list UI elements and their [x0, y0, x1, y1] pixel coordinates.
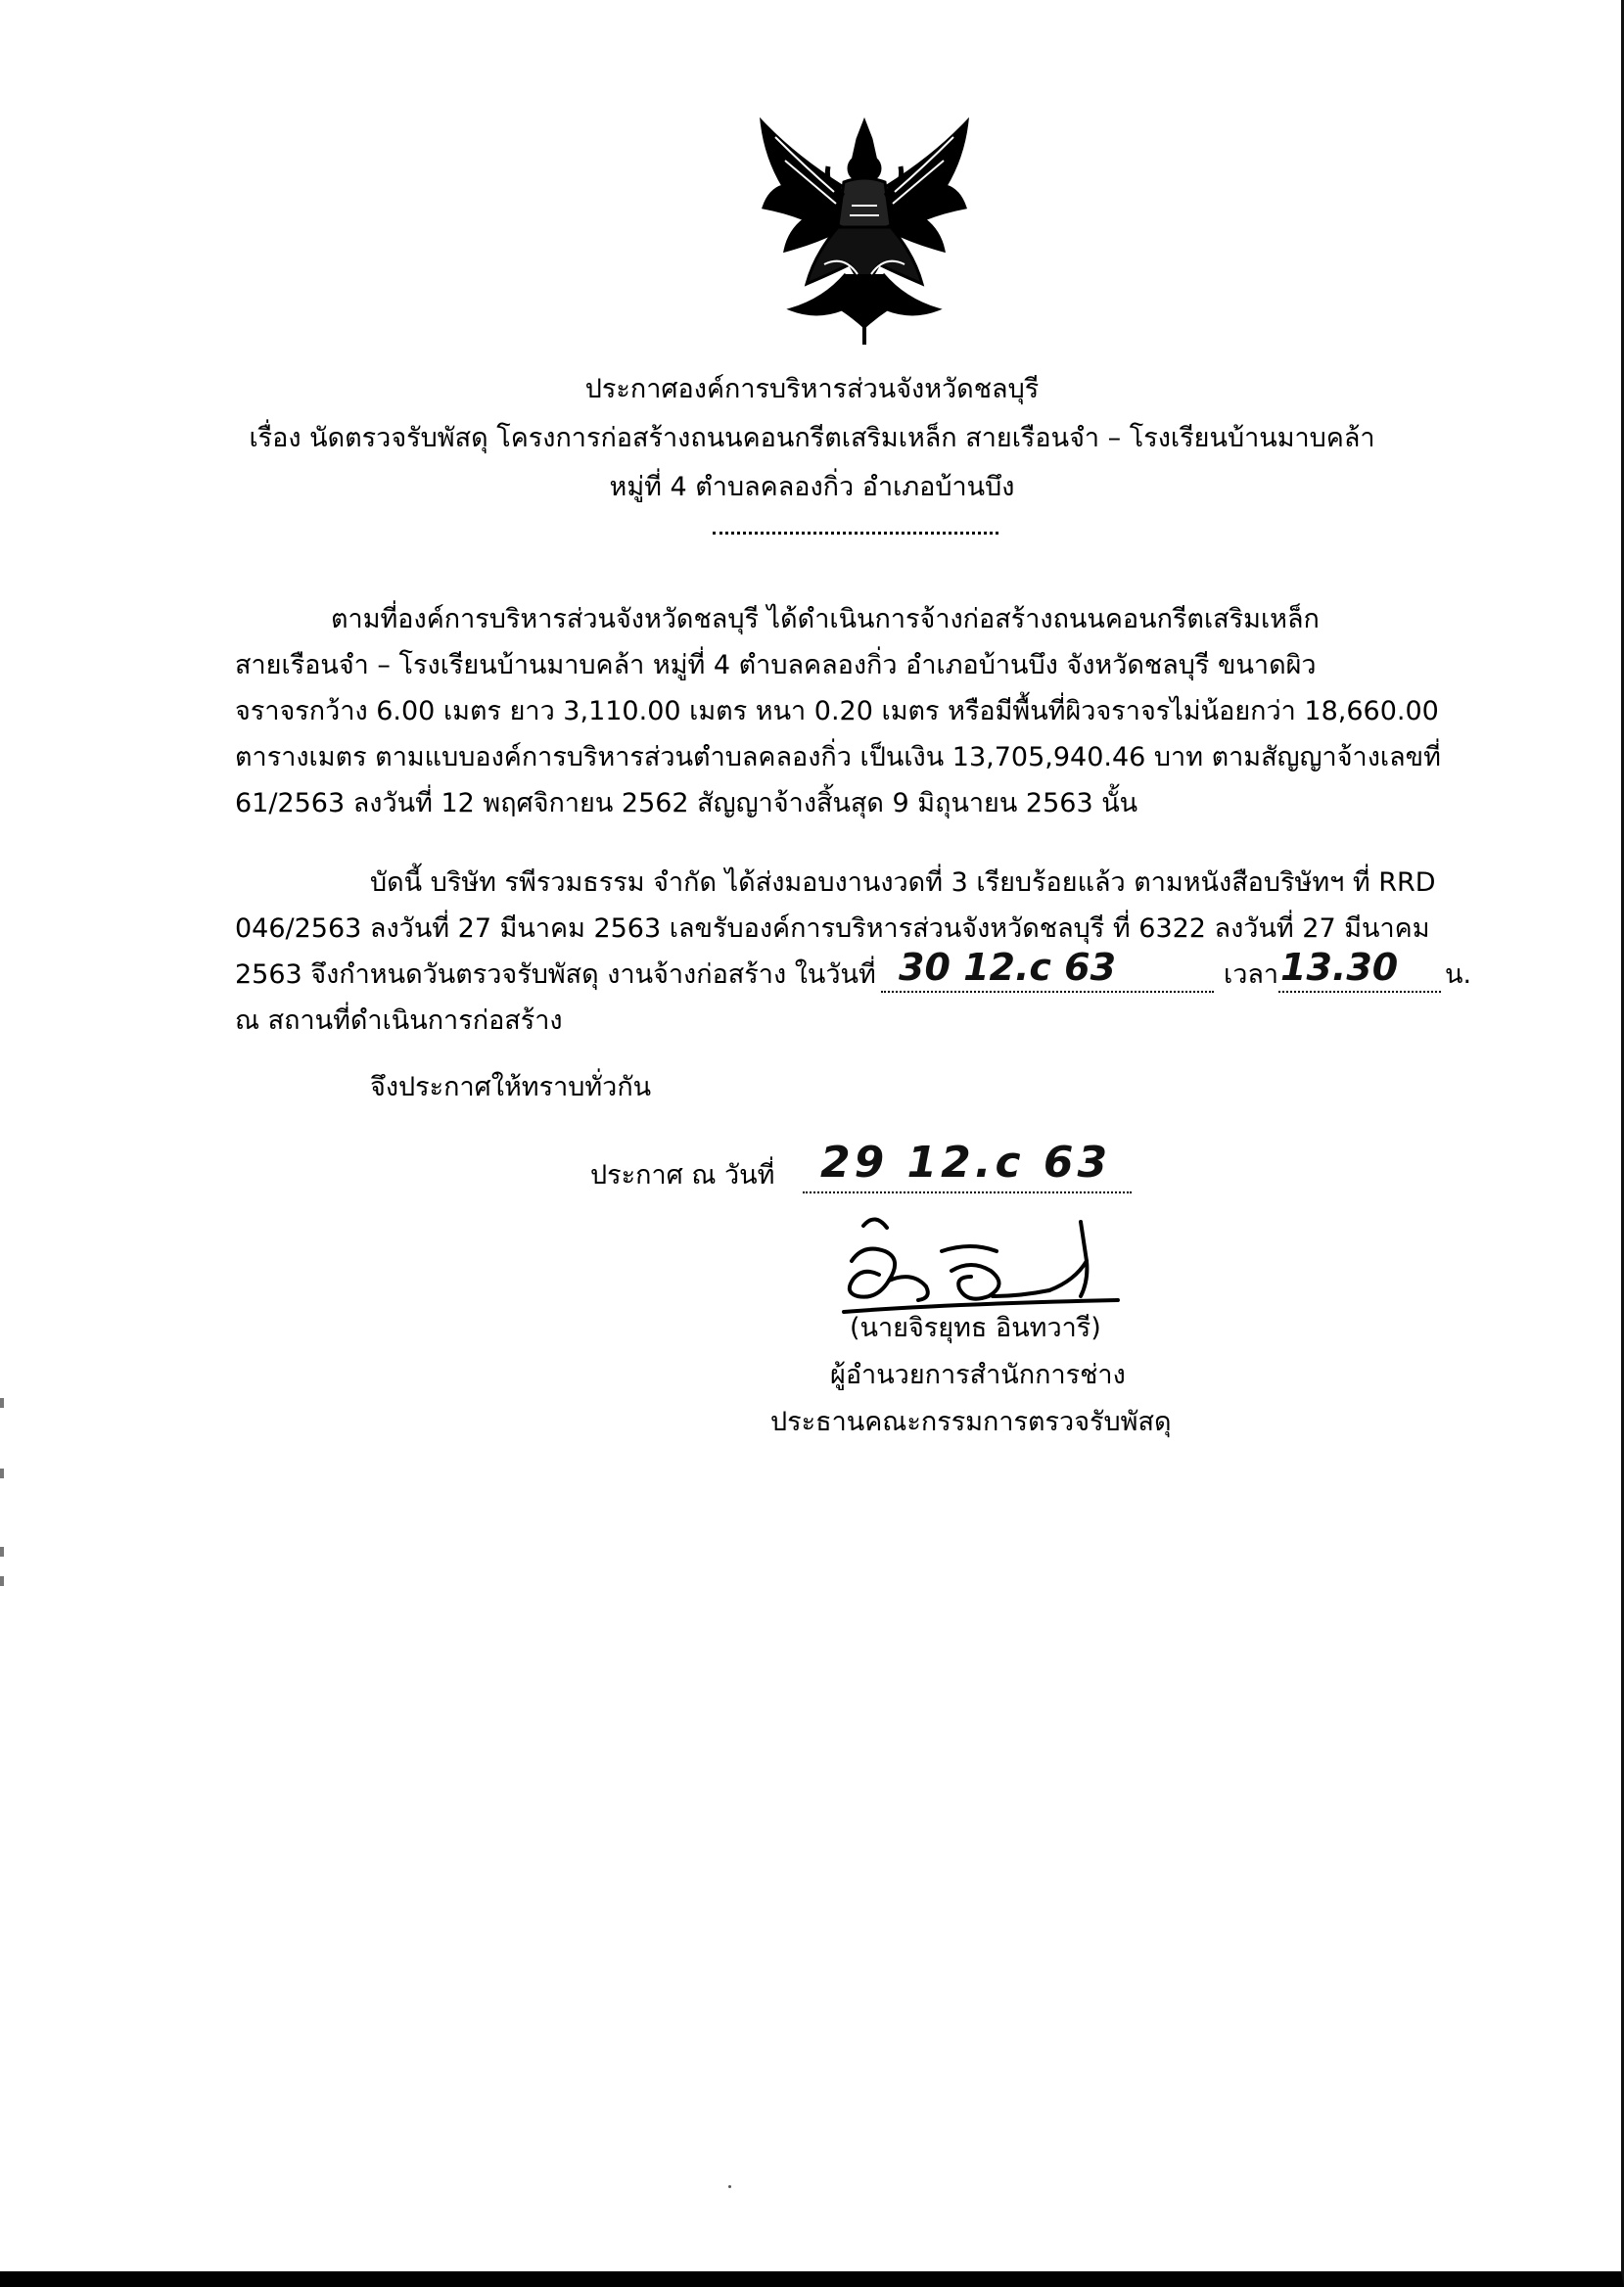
- announcement-title: ประกาศองค์การบริหารส่วนจังหวัดชลบุรี: [584, 374, 1040, 404]
- scan-mark: [0, 1576, 4, 1586]
- paragraph1-line3: จราจรกว้าง 6.00 เมตร ยาว 3,110.00 เมตร หนา 0.20 เมตร หรือมีพื้นที่ผิวจราจรไม่น้อยกว่า 18,660.00: [235, 696, 1439, 726]
- time-suffix: น.: [1445, 959, 1472, 990]
- signatory-name: (นายจิรยุทธ อินทวารี): [850, 1313, 1101, 1343]
- paragraph1-line2: สายเรือนจำ – โรงเรียนบ้านมาบคล้า หมู่ที่ 4 ตำบลคลองกิ่ว อำเภอบ้านบึง จังหวัดชลบุรี ขนาดผิว: [235, 650, 1317, 680]
- paragraph2-line4: ณ สถานที่ดำเนินการก่อสร้าง: [235, 1005, 563, 1036]
- closing-statement: จึงประกาศให้ทราบทั่วกัน: [370, 1072, 652, 1102]
- announcement-subject-line2: หมู่ที่ 4 ตำบลคลองกิ่ว อำเภอบ้านบึง: [609, 472, 1015, 502]
- scan-mark: [0, 1469, 4, 1478]
- inspection-time-handwritten: 13.30: [1280, 946, 1399, 989]
- inspection-date-handwritten: 30 12.c 63: [899, 946, 1117, 989]
- paragraph2-line3-prefix: 2563 จึงกำหนดวันตรวจรับพัสดุ งานจ้างก่อสร้าง ในวันที่: [235, 959, 876, 990]
- paragraph1-line1: ตามที่องค์การบริหารส่วนจังหวัดชลบุรี ได้ดำเนินการจ้างก่อสร้างถนนคอนกรีตเสริมเหล็ก: [331, 604, 1320, 634]
- signatory-role: ประธานคณะกรรมการตรวจรับพัสดุ: [770, 1407, 1172, 1437]
- inspection-time-dots: [1278, 991, 1441, 993]
- paragraph2-line1: บัดนี้ บริษัท รพีรวมธรรม จำกัด ได้ส่งมอบงานงวดที่ 3 เรียบร้อยแล้ว ตามหนังสือบริษัทฯ ที่ RRD: [370, 867, 1436, 898]
- time-label: เวลา: [1224, 959, 1279, 990]
- announce-date-handwritten: 29 12.c 63: [820, 1138, 1112, 1188]
- announcement-subject: เรื่อง นัดตรวจรับพัสดุ โครงการก่อสร้างถนนคอนกรีตเสริมเหล็ก สายเรือนจำ – โรงเรียนบ้านมาบคล้า: [249, 423, 1375, 453]
- scan-mark: [0, 1547, 4, 1557]
- paragraph1-line4: ตารางเมตร ตามแบบองค์การบริหารส่วนตำบลคลองกิ่ว เป็นเงิน 13,705,940.46 บาท ตามสัญญาจ้างเลขที่: [235, 742, 1441, 772]
- announce-date-label: ประกาศ ณ วันที่: [590, 1160, 775, 1190]
- scan-speck: [728, 2185, 731, 2188]
- scan-mark: [0, 1398, 4, 1408]
- inspection-date-dots: [881, 991, 1214, 993]
- signatory-position: ผู้อำนวยการสำนักการช่าง: [830, 1360, 1126, 1390]
- separator-dots: [713, 532, 998, 535]
- signature: [824, 1202, 1147, 1320]
- garuda-emblem: [756, 117, 973, 349]
- paragraph2-line2: 046/2563 ลงวันที่ 27 มีนาคม 2563 เลขรับองค์การบริหารส่วนจังหวัดชลบุรี ที่ 6322 ลงวันที่ 27 มีนาคม: [235, 913, 1430, 944]
- paragraph1-line5: 61/2563 ลงวันที่ 12 พฤศจิกายน 2562 สัญญาจ้างสิ้นสุด 9 มิถุนายน 2563 นั้น: [235, 788, 1138, 818]
- announce-date-dots: [803, 1191, 1132, 1193]
